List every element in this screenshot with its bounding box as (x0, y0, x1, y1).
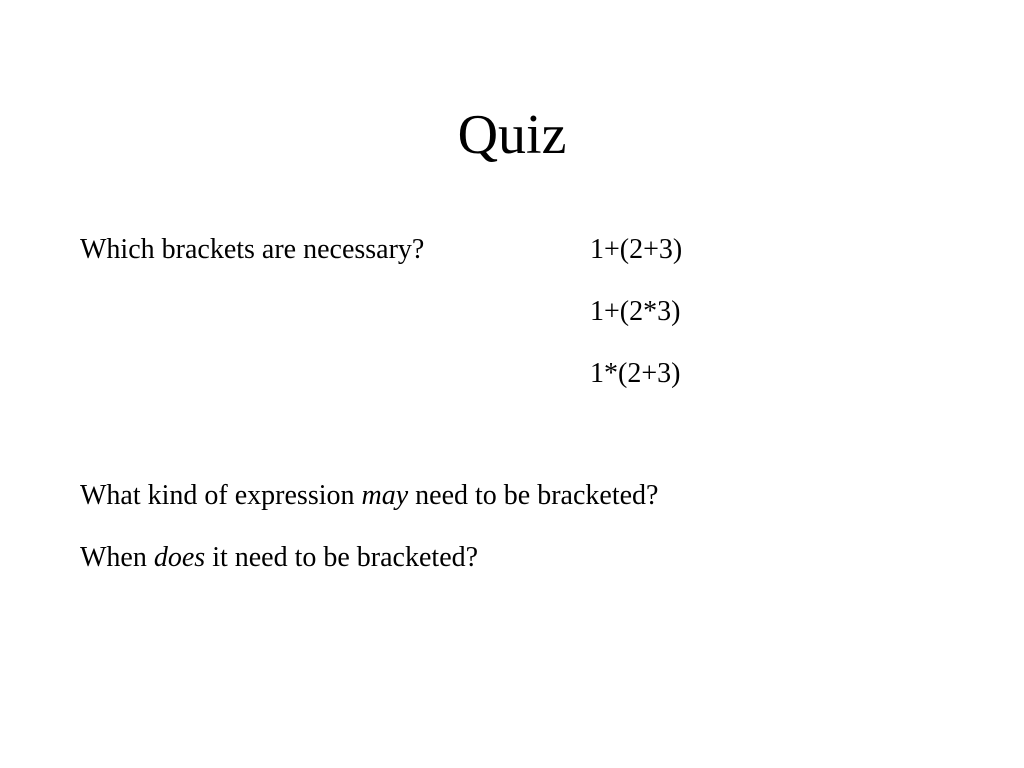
question-kind-of-expression (80, 478, 658, 514)
expression-1: 1+(2+3) (590, 234, 683, 265)
question-brackets-necessary: Which brackets are necessary? (80, 234, 425, 265)
question-kind-text-after: need to be bracketed? (408, 480, 659, 511)
expression-3: 1*(2+3) (590, 358, 681, 389)
question-kind-text-before: What kind of expression (80, 480, 362, 511)
slide-title: Quiz (457, 104, 567, 166)
question-kind-emphasis: may (361, 480, 409, 511)
question-when-emphasis: does (153, 542, 206, 573)
question-when-text-after: it need to be bracketed? (205, 542, 479, 573)
question-when-text-before: When (80, 542, 154, 573)
expression-2: 1+(2*3) (590, 296, 681, 327)
question-when-bracketed (80, 540, 478, 576)
